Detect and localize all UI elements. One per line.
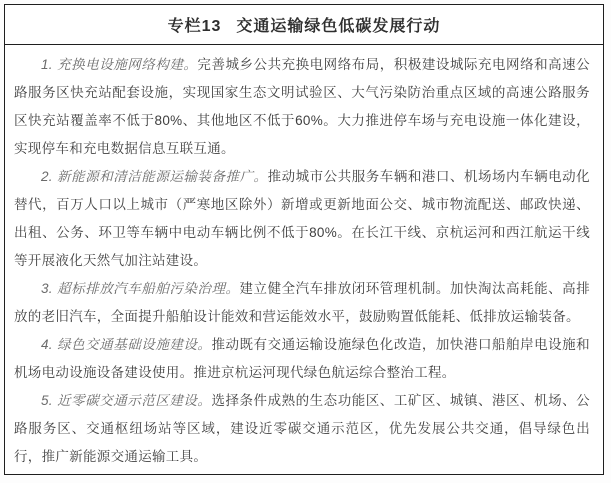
column-title-text: 交通运输绿色低碳发展行动 <box>236 18 441 35</box>
paragraph-1-body: 完善城乡公共充换电网络布局，积极建设城际充电网络和高速公路服务区快充站配套设施，实现国家生态文明试验区、大气污染防治重点区域的高速公路服务区快充站覆盖率不低于80%、其他地区不低于60%。大力推进停车场与充电设施一体化建设，实现停车和充电数据信息互联互通。 <box>14 57 590 156</box>
paragraph-2-body: 推动城市公共服务车辆和港口、机场场内车辆电动化替代，百万人口以上城市（严寒地区除外）新增或更新地面公交、城市物流配送、邮政快递、出租、公务、环卫等车辆中电动车辆比例不低于80%。在长江干线、京杭运河和西江航运干线等开展液化天然气加注站建设。 <box>14 169 590 268</box>
paragraph-5 <box>14 387 590 471</box>
paragraph-5-body: 选择条件成熟的生态功能区、工矿区、城镇、港区、机场、公路服务区、交通枢纽场站等区域，建设近零碳交通示范区，优先发展公共交通，倡导绿色出行，推广新能源交通运输工具。 <box>14 393 590 464</box>
paragraph-1 <box>14 51 590 163</box>
paragraph-2-lead: 2. 新能源和清洁能源运输装备推广。 <box>41 169 268 184</box>
paragraph-1-lead: 1. 充换电设施网络构建。 <box>41 57 198 72</box>
paragraph-3 <box>14 275 590 331</box>
paragraph-4-body: 推动既有交通运输设施绿色化改造，加快港口船舶岸电设施和机场电动设施设备建设使用。推进京杭运河现代绿色航运综合整治工程。 <box>14 337 590 380</box>
paragraph-3-lead: 3. 超标排放汽车船舶污染治理。 <box>41 281 240 296</box>
column-13-box <box>4 4 604 475</box>
paragraph-3-body: 建立健全汽车排放闭环管理机制。加快淘汰高耗能、高排放的老旧汽车，全面提升船舶设计能效和营运能效水平，鼓励购置低能耗、低排放运输装备。 <box>14 281 591 324</box>
paragraph-5-lead: 5. 近零碳交通示范区建设。 <box>41 393 212 408</box>
column-title-label: 专栏13 <box>167 18 222 35</box>
column-body <box>5 45 603 471</box>
column-title-bar <box>5 5 603 45</box>
paragraph-4-lead: 4. 绿色交通基础设施建设。 <box>41 337 212 352</box>
paragraph-2 <box>14 163 590 275</box>
paragraph-4 <box>14 331 590 387</box>
